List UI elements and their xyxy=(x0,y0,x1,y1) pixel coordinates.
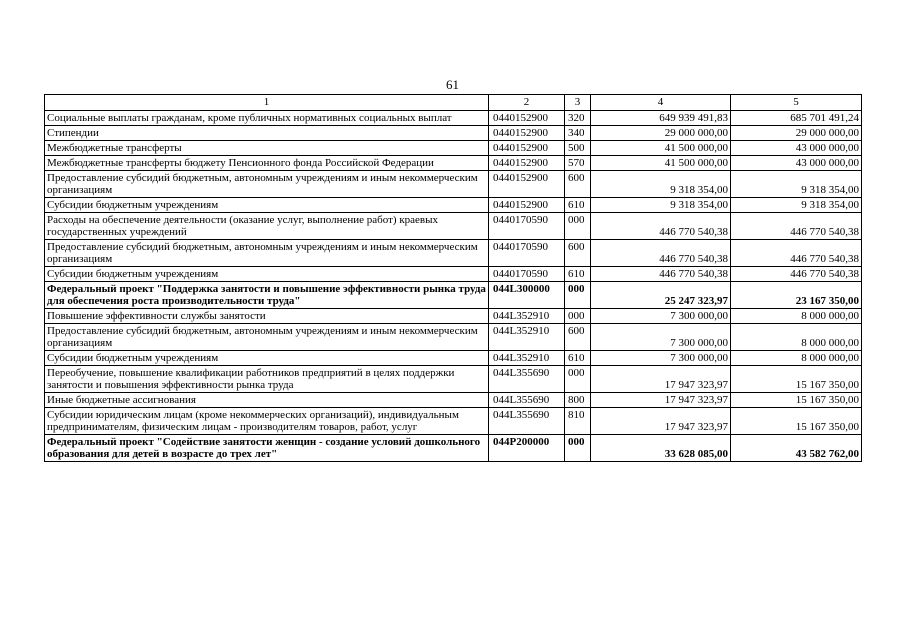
row-value-4: 649 939 491,83 xyxy=(591,111,731,126)
page-number: 61 xyxy=(446,77,459,92)
row-vr: 600 xyxy=(565,171,591,198)
row-name: Повышение эффективности службы занятости xyxy=(45,309,489,324)
row-name: Субсидии бюджетным учреждениям xyxy=(45,267,489,282)
budget-table-body xyxy=(45,95,862,462)
row-name: Предоставление субсидий бюджетным, автономным учреждениям и иным некоммерческим организациям xyxy=(45,324,489,351)
row-vr: 000 xyxy=(565,309,591,324)
table-row xyxy=(45,351,862,366)
table-row xyxy=(45,156,862,171)
row-value-5: 9 318 354,00 xyxy=(731,198,862,213)
table-row xyxy=(45,171,862,198)
row-vr: 570 xyxy=(565,156,591,171)
budget-table xyxy=(44,94,862,462)
header-cell-name: 1 xyxy=(45,95,489,111)
row-code: 044L352910 xyxy=(489,324,565,351)
row-value-5: 446 770 540,38 xyxy=(731,213,862,240)
row-name: Межбюджетные трансферты бюджету Пенсионного фонда Российской Федерации xyxy=(45,156,489,171)
row-value-5: 23 167 350,00 xyxy=(731,282,862,309)
row-vr: 600 xyxy=(565,240,591,267)
row-value-4: 25 247 323,97 xyxy=(591,282,731,309)
row-value-4: 446 770 540,38 xyxy=(591,267,731,282)
row-value-5: 43 000 000,00 xyxy=(731,141,862,156)
row-code: 044L355690 xyxy=(489,393,565,408)
table-row xyxy=(45,240,862,267)
row-code: 0440170590 xyxy=(489,240,565,267)
row-code: 0440152900 xyxy=(489,198,565,213)
row-value-5: 15 167 350,00 xyxy=(731,393,862,408)
row-vr: 000 xyxy=(565,366,591,393)
row-vr: 000 xyxy=(565,213,591,240)
row-name: Субсидии бюджетным учреждениям xyxy=(45,351,489,366)
row-vr: 340 xyxy=(565,126,591,141)
row-code: 044L300000 xyxy=(489,282,565,309)
row-name: Социальные выплаты гражданам, кроме публичных нормативных социальных выплат xyxy=(45,111,489,126)
row-vr: 000 xyxy=(565,282,591,309)
header-cell-value-4: 4 xyxy=(591,95,731,111)
table-row xyxy=(45,324,862,351)
row-name: Предоставление субсидий бюджетным, автономным учреждениям и иным некоммерческим организациям xyxy=(45,171,489,198)
row-vr: 320 xyxy=(565,111,591,126)
row-value-4: 7 300 000,00 xyxy=(591,309,731,324)
row-vr: 610 xyxy=(565,198,591,213)
row-code: 0440152900 xyxy=(489,171,565,198)
row-value-4: 446 770 540,38 xyxy=(591,213,731,240)
table-row xyxy=(45,126,862,141)
row-name: Субсидии юридическим лицам (кроме некоммерческих организаций), индивидуальным предпринимателям, физическим лицам - производителям товаров, работ, услуг xyxy=(45,408,489,435)
row-code: 044L352910 xyxy=(489,351,565,366)
row-name: Субсидии бюджетным учреждениям xyxy=(45,198,489,213)
row-value-5: 15 167 350,00 xyxy=(731,408,862,435)
table-row xyxy=(45,393,862,408)
row-name: Федеральный проект "Содействие занятости женщин - создание условий дошкольного образования для детей в возрасте до трех лет" xyxy=(45,435,489,462)
table-row xyxy=(45,366,862,393)
row-vr: 500 xyxy=(565,141,591,156)
row-value-4: 41 500 000,00 xyxy=(591,141,731,156)
row-code: 044L355690 xyxy=(489,408,565,435)
header-cell-vr: 3 xyxy=(565,95,591,111)
row-code: 0440170590 xyxy=(489,267,565,282)
row-name: Федеральный проект "Поддержка занятости и повышение эффективности рынка труда для обеспечения роста производительности труда" xyxy=(45,282,489,309)
table-row xyxy=(45,309,862,324)
row-value-5: 8 000 000,00 xyxy=(731,309,862,324)
row-value-5: 8 000 000,00 xyxy=(731,324,862,351)
row-name: Расходы на обеспечение деятельности (оказание услуг, выполнение работ) краевых государственных учреждений xyxy=(45,213,489,240)
row-value-4: 29 000 000,00 xyxy=(591,126,731,141)
row-vr: 810 xyxy=(565,408,591,435)
table-row xyxy=(45,111,862,126)
table-row xyxy=(45,408,862,435)
row-value-5: 446 770 540,38 xyxy=(731,240,862,267)
row-code: 0440152900 xyxy=(489,126,565,141)
row-vr: 000 xyxy=(565,435,591,462)
table-row xyxy=(45,267,862,282)
row-value-5: 446 770 540,38 xyxy=(731,267,862,282)
row-value-4: 446 770 540,38 xyxy=(591,240,731,267)
table-row xyxy=(45,213,862,240)
row-code: 0440152900 xyxy=(489,156,565,171)
row-code: 0440170590 xyxy=(489,213,565,240)
row-value-5: 29 000 000,00 xyxy=(731,126,862,141)
row-value-4: 33 628 085,00 xyxy=(591,435,731,462)
row-value-4: 7 300 000,00 xyxy=(591,351,731,366)
table-row xyxy=(45,282,862,309)
row-name: Переобучение, повышение квалификации работников предприятий в целях поддержки занятости и повышения эффективности рынка труда xyxy=(45,366,489,393)
row-value-5: 43 000 000,00 xyxy=(731,156,862,171)
row-value-4: 17 947 323,97 xyxy=(591,366,731,393)
header-cell-value-5: 5 xyxy=(731,95,862,111)
row-value-5: 685 701 491,24 xyxy=(731,111,862,126)
row-value-4: 41 500 000,00 xyxy=(591,156,731,171)
row-value-4: 17 947 323,97 xyxy=(591,408,731,435)
row-code: 044L355690 xyxy=(489,366,565,393)
row-name: Иные бюджетные ассигнования xyxy=(45,393,489,408)
table-row xyxy=(45,141,862,156)
row-value-4: 9 318 354,00 xyxy=(591,171,731,198)
header-cell-code: 2 xyxy=(489,95,565,111)
header-row xyxy=(45,95,862,111)
row-code: 044L352910 xyxy=(489,309,565,324)
row-value-5: 43 582 762,00 xyxy=(731,435,862,462)
row-value-5: 15 167 350,00 xyxy=(731,366,862,393)
row-value-5: 9 318 354,00 xyxy=(731,171,862,198)
row-value-5: 8 000 000,00 xyxy=(731,351,862,366)
row-value-4: 7 300 000,00 xyxy=(591,324,731,351)
row-name: Межбюджетные трансферты xyxy=(45,141,489,156)
row-code: 0440152900 xyxy=(489,141,565,156)
row-value-4: 17 947 323,97 xyxy=(591,393,731,408)
table-row xyxy=(45,435,862,462)
table-row xyxy=(45,198,862,213)
row-name: Стипендии xyxy=(45,126,489,141)
row-vr: 610 xyxy=(565,351,591,366)
row-vr: 600 xyxy=(565,324,591,351)
row-vr: 800 xyxy=(565,393,591,408)
row-vr: 610 xyxy=(565,267,591,282)
row-value-4: 9 318 354,00 xyxy=(591,198,731,213)
row-code: 044P200000 xyxy=(489,435,565,462)
row-code: 0440152900 xyxy=(489,111,565,126)
row-name: Предоставление субсидий бюджетным, автономным учреждениям и иным некоммерческим организациям xyxy=(45,240,489,267)
